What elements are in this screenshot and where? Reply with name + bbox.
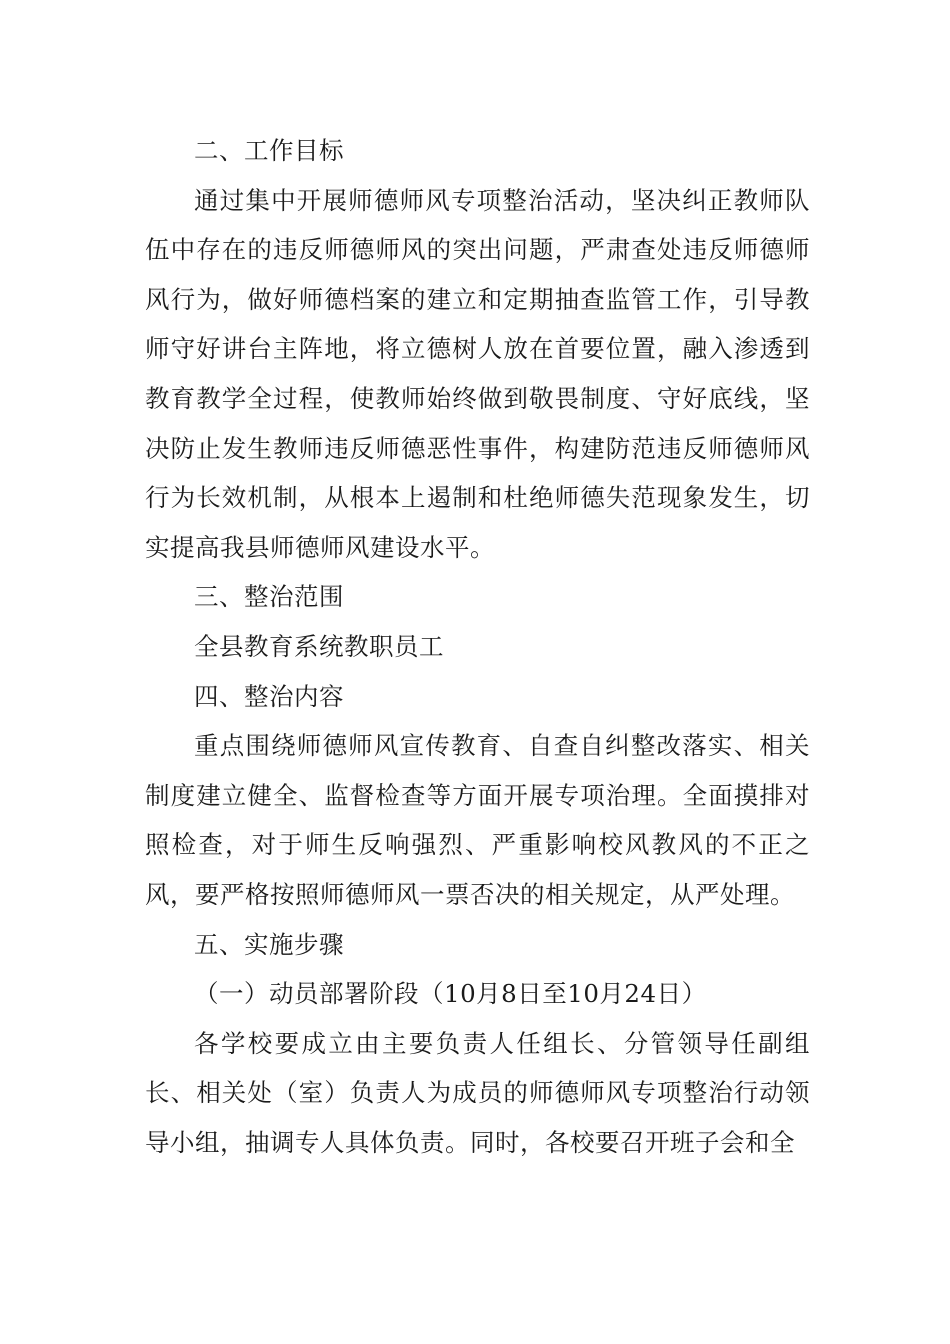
- section-heading-scope: 三、整治范围: [194, 582, 344, 612]
- paragraph-scope-body: 全县教育系统教职员工: [194, 631, 444, 661]
- paragraph-goals-body: 通过集中开展师德师风专项整治活动，坚决纠正教师队伍中存在的违反师德师风的突出问题，严肃查处违反师德师风行为，做好师德档案的建立和定期抽查监管工作，引导教师守好讲台主阵地，将立德树人放在首要位置，融入渗透到教育教学全过程，使教师始终做到敬畏制度、守好底线，坚决防止发生教师违反师德恶性事件，构建防范违反师德师风行为长效机制，从根本上遏制和杜绝师德失范现象发生，切实提高我县师德师风建设水平。: [145, 185, 810, 562]
- section-heading-steps: 五、实施步骤: [194, 929, 344, 959]
- paragraph-content-body: 重点围绕师德师风宣传教育、自查自纠整改落实、相关制度建立健全、监督检查等方面开展专项治理。全面摸排对照检查，对于师生反响强烈、严重影响校风教风的不正之风，要严格按照师德师风一票否决的相关规定，从严处理。: [145, 731, 810, 909]
- paragraph-mobilization-body: 各学校要成立由主要负责人任组长、分管领导任副组长、相关处（室）负责人为成员的师德师风专项整治行动领导小组，抽调专人具体负责。同时，各校要召开班子会和全: [145, 1028, 810, 1157]
- section-heading-content: 四、整治内容: [194, 681, 344, 711]
- section-heading-goals: 二、工作目标: [194, 136, 344, 165]
- subsection-heading-mobilization: （一）动员部署阶段（10月8日至10月24日）: [194, 979, 707, 1009]
- document-page: [145, 126, 810, 1167]
